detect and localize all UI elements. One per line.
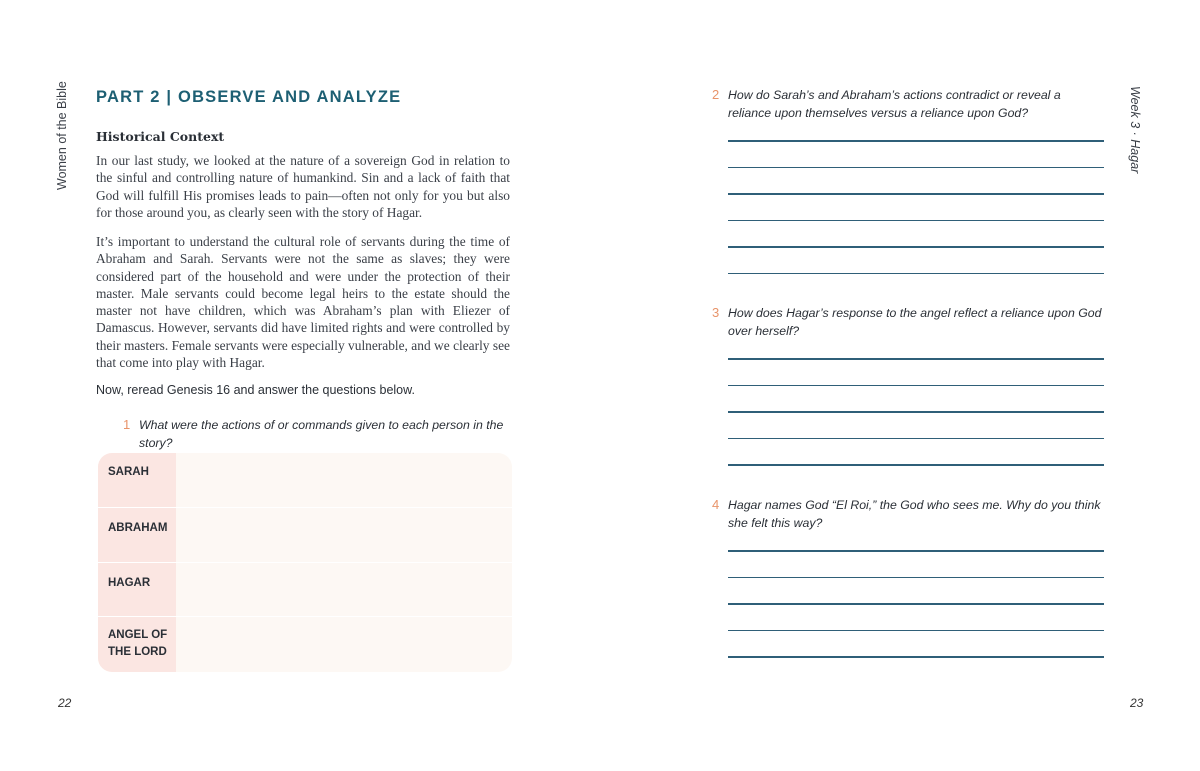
answer-line[interactable] — [728, 603, 1104, 605]
answer-line[interactable] — [728, 630, 1104, 632]
table-answer-cell[interactable] — [176, 563, 512, 617]
table-row-angel-of-the-lord — [98, 617, 512, 672]
instruction-text: Now, reread Genesis 16 and answer the questions below. — [96, 383, 415, 397]
answer-line[interactable] — [728, 656, 1104, 658]
question-3-number: 3 — [712, 305, 720, 320]
running-head-right-text: Week 3 · Hagar — [1128, 86, 1142, 174]
running-head-left — [55, 81, 77, 300]
question-3 — [712, 304, 1104, 340]
page-number-right: 23 — [1130, 696, 1144, 710]
question-2-number: 2 — [712, 87, 720, 102]
answer-line[interactable] — [728, 411, 1104, 413]
table-label: ANGEL OF THE LORD — [98, 617, 176, 672]
answer-line[interactable] — [728, 550, 1104, 552]
section-title: PART 2 | OBSERVE AND ANALYZE — [96, 88, 402, 106]
question-1-text: What were the actions of or commands given to each person in the story? — [139, 418, 504, 450]
question-4-text: Hagar names God “El Roi,” the God who sees me. Why do you think she felt this way? — [728, 498, 1101, 530]
question-4 — [712, 496, 1104, 532]
table-row-abraham — [98, 508, 512, 563]
answer-line[interactable] — [728, 464, 1104, 466]
table-answer-cell[interactable] — [176, 617, 512, 672]
answer-lines-q4[interactable] — [728, 550, 1104, 683]
answer-line[interactable] — [728, 140, 1104, 142]
answer-line[interactable] — [728, 193, 1104, 195]
question-1 — [123, 416, 519, 452]
answer-lines-q3[interactable] — [728, 358, 1104, 491]
question-1-number: 1 — [123, 417, 131, 432]
answer-line[interactable] — [728, 246, 1104, 248]
table-label: SARAH — [98, 453, 176, 507]
subheading-historical-context: Historical Context — [96, 129, 225, 144]
running-head-left-text: Women of the Bible — [55, 81, 69, 190]
answer-line[interactable] — [728, 273, 1104, 275]
character-table — [98, 453, 512, 672]
answer-line[interactable] — [728, 577, 1104, 579]
answer-line[interactable] — [728, 358, 1104, 360]
question-2-text: How do Sarah’s and Abraham’s actions contradict or reveal a reliance upon themselves versus a reliance upon God? — [728, 88, 1061, 120]
answer-line[interactable] — [728, 167, 1104, 169]
answer-line[interactable] — [728, 438, 1104, 440]
answer-line[interactable] — [728, 220, 1104, 222]
table-answer-cell[interactable] — [176, 508, 512, 562]
paragraph-2: It’s important to understand the cultural role of servants during the time of Abraham and Sarah. Servants were not the same as slaves; they were considered part of the household and were under the protection of their master. Male servants could become legal heirs to the estate should the master not have children, which was Abraham’s plan with Eliezer of Damascus. However, servants did have limited rights and were controlled by their masters. Female servants were especially vulnerable, and we clearly see that come into play with Hagar. — [96, 234, 510, 371]
table-row-sarah — [98, 453, 512, 508]
question-4-number: 4 — [712, 497, 720, 512]
table-answer-cell[interactable] — [176, 453, 512, 507]
running-head-right — [1128, 86, 1200, 174]
table-row-hagar — [98, 563, 512, 618]
question-3-text: How does Hagar’s response to the angel reflect a reliance upon God over herself? — [728, 306, 1102, 338]
table-label: HAGAR — [98, 563, 176, 617]
answer-lines-q2[interactable] — [728, 140, 1104, 299]
question-2 — [712, 86, 1090, 122]
answer-line[interactable] — [728, 385, 1104, 387]
table-label: ABRAHAM — [98, 508, 176, 562]
paragraph-1: In our last study, we looked at the nature of a sovereign God in relation to the sinful and controlling nature of humankind. Sin and a lack of faith that God will fulfill His promises leads to pain—often not only for you but also for those around you, as clearly seen with the story of Hagar. — [96, 153, 510, 220]
page-number-left: 22 — [58, 696, 72, 710]
